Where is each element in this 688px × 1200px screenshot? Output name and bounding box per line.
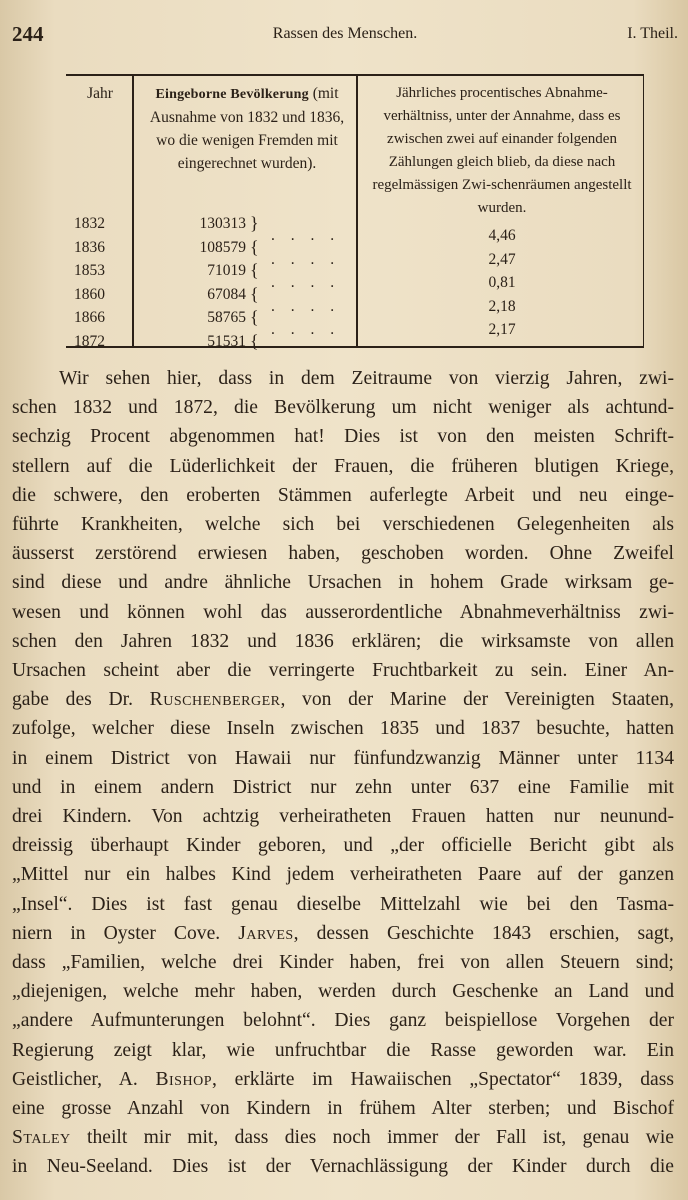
column-divider	[356, 76, 358, 346]
text-line: zufolge, welcher diese Inseln zwischen 1835 und 1837 besuchte, hatten	[12, 718, 674, 740]
text-line: „diejenigen, welche mehr haben, werden durch Geschenke an Land und	[12, 981, 674, 1003]
year-cell: 1866	[74, 309, 105, 326]
brace-glyph: }	[250, 213, 259, 233]
rate-cell: 4,46	[488, 227, 516, 244]
dot-leader: . . . .	[271, 227, 341, 244]
year-cell: 1872	[74, 332, 105, 350]
brace-glyph: {	[250, 260, 259, 280]
year-cell: 1832	[74, 215, 105, 232]
brace-glyph: {	[250, 283, 259, 304]
population-cell: 51531	[207, 332, 246, 350]
text-line	[12, 919, 674, 948]
dot-leaders	[271, 224, 351, 342]
text-line: „Mittel nur ein halbes Kind jedem verheiratheten Paare auf der ganzen	[12, 864, 674, 886]
year-column-header: Jahr	[87, 85, 113, 102]
brace-glyph: {	[250, 330, 259, 351]
rate-cell: 0,81	[488, 274, 516, 291]
rate-cell: 2,18	[488, 297, 516, 315]
table-bottom-rule	[66, 346, 644, 348]
text-fragment: theilt mir mit, dass dies noch immer der Fall ist, genau wie	[70, 1127, 674, 1149]
population-table	[66, 74, 644, 351]
text-fragment: , dessen Geschichte 1843 erschien, sagt,	[293, 922, 675, 944]
text-line: wesen und können wohl das ausserordentliche Abnahmeverhältniss zwi-	[12, 601, 674, 623]
text-fragment: , von der Marine der Vereinigten Staaten,	[280, 689, 675, 711]
population-cell: 130313	[199, 215, 246, 232]
population-header-note: (mit Ausnahme von 1832 und 1836, wo die wenigen Fremden mit eingerechnet wurden).	[149, 85, 345, 172]
text-line: stellern auf die Lüderlichkeit der Frauen, die früheren blutigen Kriege,	[12, 455, 674, 477]
text-line: in einem District von Hawaii nur fünfundzwanzig Männer unter 1134	[12, 747, 674, 769]
dot-leader: . . . .	[271, 274, 341, 291]
year-cell: 1853	[74, 262, 105, 279]
column-divider	[643, 76, 645, 346]
author-name: Ruschenberger	[149, 689, 281, 711]
brace-column	[250, 212, 266, 353]
year-cells	[74, 212, 130, 353]
text-fragment: Geistlicher, A.	[12, 1068, 156, 1090]
text-line: dass „Familien, welche drei Kinder haben, frei von allen Steuern sind;	[12, 952, 674, 974]
running-title: Rassen des Menschen.	[272, 25, 418, 42]
author-name: Bishop	[155, 1068, 212, 1090]
text-line	[12, 685, 674, 714]
text-line: dreissig überhaupt Kinder geboren, und „der officielle Bericht gibt als	[12, 835, 674, 857]
text-line: sind diese und andre ähnliche Ursachen in hohem Grade wirksam ge-	[12, 572, 674, 594]
text-line: Regierung zeigt klar, wie unfruchtbar die Rasse geworden war. Ein	[12, 1039, 674, 1061]
text-fragment: gabe des Dr.	[12, 689, 150, 711]
text-line: „Insel“. Dies ist fast genau dieselbe Mittelzahl wie bei den Tasma-	[12, 893, 674, 915]
rate-cells	[364, 224, 640, 342]
year-cell: 1860	[74, 285, 105, 303]
text-line: äusserst zerstörend erwiesen haben, geschoben worden. Ohne Zweifel	[12, 543, 674, 565]
column-divider	[132, 76, 134, 346]
text-line	[12, 1123, 674, 1152]
text-line: drei Kindern. Von achtzig verheiratheten Frauen hatten nur neunund-	[12, 806, 674, 828]
year-cell: 1836	[74, 238, 105, 256]
text-line: schen 1832 und 1872, die Bevölkerung um nicht weniger als achtund-	[12, 397, 674, 419]
text-line: eine grosse Anzahl von Kindern in frühem Alter sterben; und Bischof	[12, 1098, 674, 1120]
text-line: Ursachen scheint aber die verringerte Fruchtbarkeit zu sein. Einer An-	[12, 660, 674, 682]
population-cells	[162, 212, 246, 353]
text-fragment: niern in Oyster Cove.	[12, 922, 239, 944]
rate-cell: 2,17	[488, 321, 516, 338]
text-line: schen den Jahren 1832 und 1836 erklären; die wirksamste von allen	[12, 630, 674, 652]
rate-column-header: Jährliches procentisches Abnahme-verhältniss, unter der Annahme, dass es zwischen zwei auf einander folgenden Zählungen gleich blieb, da diese nach regelmässigen Zwi-schenräumen angestellt wurden.	[372, 85, 632, 216]
text-line: Wir sehen hier, dass in dem Zeitraume von vierzig Jahren, zwi-	[59, 368, 674, 389]
body-paragraph	[12, 364, 674, 1182]
running-header	[12, 22, 678, 48]
table-top-rule	[66, 74, 644, 76]
dot-leader: . . . .	[271, 321, 341, 338]
page-number: 244	[12, 22, 44, 46]
text-line: in Neu-Seeland. Dies ist der Vernachlässigung der Kinder durch die	[12, 1156, 674, 1178]
brace-glyph: {	[250, 307, 259, 327]
part-label: I. Theil.	[627, 25, 678, 42]
population-cell: 67084	[207, 285, 246, 303]
rate-cell: 2,47	[488, 250, 516, 268]
text-line: sechzig Procent abgenommen hat! Dies ist von den meisten Schrift-	[12, 426, 674, 448]
text-line: die schwere, den eroberten Stämmen auferlegte Arbeit und neu einge-	[12, 484, 674, 506]
text-line: und in einem andern District nur zehn unter 637 eine Familie mit	[12, 776, 674, 798]
population-cell: 71019	[207, 262, 246, 279]
dot-leader: . . . .	[271, 297, 341, 315]
population-cell: 58765	[207, 309, 246, 326]
population-column-header	[140, 82, 354, 175]
text-line: „andere Aufmunterungen belohnt“. Dies ganz beispiellose Vorgehen der	[12, 1010, 674, 1032]
text-line: führte Krankheiten, welche sich bei verschiedenen Gelegenheiten als	[12, 514, 674, 536]
text-fragment: , erklärte im Hawaiischen „Spectator“ 1839, dass	[211, 1068, 674, 1090]
text-line	[12, 1065, 674, 1094]
brace-glyph: {	[250, 236, 259, 257]
dot-leader: . . . .	[271, 250, 341, 268]
author-name: Staley	[12, 1127, 71, 1149]
author-name: Jarves	[238, 922, 294, 944]
population-cell: 108579	[199, 238, 246, 256]
population-header-lead: Eingeborne Bevölkerung	[155, 87, 309, 102]
